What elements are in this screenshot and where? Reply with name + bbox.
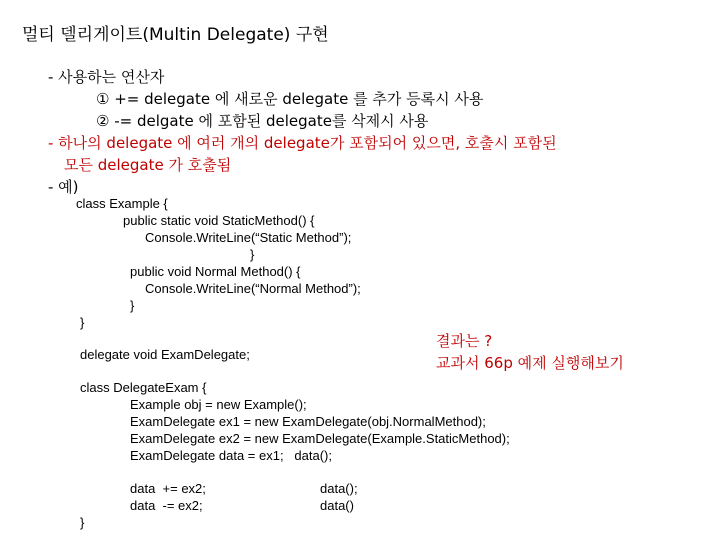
code-line: }: [130, 298, 135, 313]
code-line: Console.WriteLine(“Normal Method”);: [145, 281, 361, 296]
side-note-question: 결과는 ?: [436, 332, 493, 350]
code-line: data();: [320, 481, 358, 496]
code-line: }: [250, 247, 255, 262]
code-line: data -= ex2;: [130, 498, 203, 513]
code-line: }: [80, 315, 85, 330]
code-line: ExamDelegate data = ex1; data();: [130, 448, 332, 463]
code-line: data += ex2;: [130, 481, 206, 496]
bullet-example: - 예): [48, 178, 79, 196]
code-line: Example obj = new Example();: [130, 397, 307, 412]
bullet-operators: - 사용하는 연산자: [48, 68, 165, 86]
code-line: data(): [320, 498, 354, 513]
slide-title: 멀티 델리게이트(Multin Delegate) 구현: [22, 25, 329, 45]
code-line: class DelegateExam {: [80, 380, 207, 395]
bullet-multicast-line2: 모든 delegate 가 호출됨: [64, 156, 232, 174]
code-line: public static void StaticMethod() {: [123, 213, 315, 228]
code-line: Console.WriteLine(“Static Method”);: [145, 230, 352, 245]
code-line: ExamDelegate ex1 = new ExamDelegate(obj.NormalMethod);: [130, 414, 486, 429]
bullet-multicast-line1: - 하나의 delegate 에 여러 개의 delegate가 포함되어 있으면, 호출시 포함된: [48, 134, 557, 152]
side-note-assignment: 교과서 66p 예제 실행해보기: [436, 354, 624, 372]
code-line: delegate void ExamDelegate;: [80, 347, 250, 362]
code-line: }: [80, 515, 85, 530]
code-line: public void Normal Method() {: [130, 264, 301, 279]
bullet-operator-add: ① += delegate 에 새로운 delegate 를 추가 등록시 사용: [96, 90, 484, 108]
bullet-operator-remove: ② -= delgate 에 포함된 delegate를 삭제시 사용: [96, 112, 429, 130]
code-line: ExamDelegate ex2 = new ExamDelegate(Example.StaticMethod);: [130, 431, 510, 446]
code-line: class Example {: [76, 196, 168, 211]
